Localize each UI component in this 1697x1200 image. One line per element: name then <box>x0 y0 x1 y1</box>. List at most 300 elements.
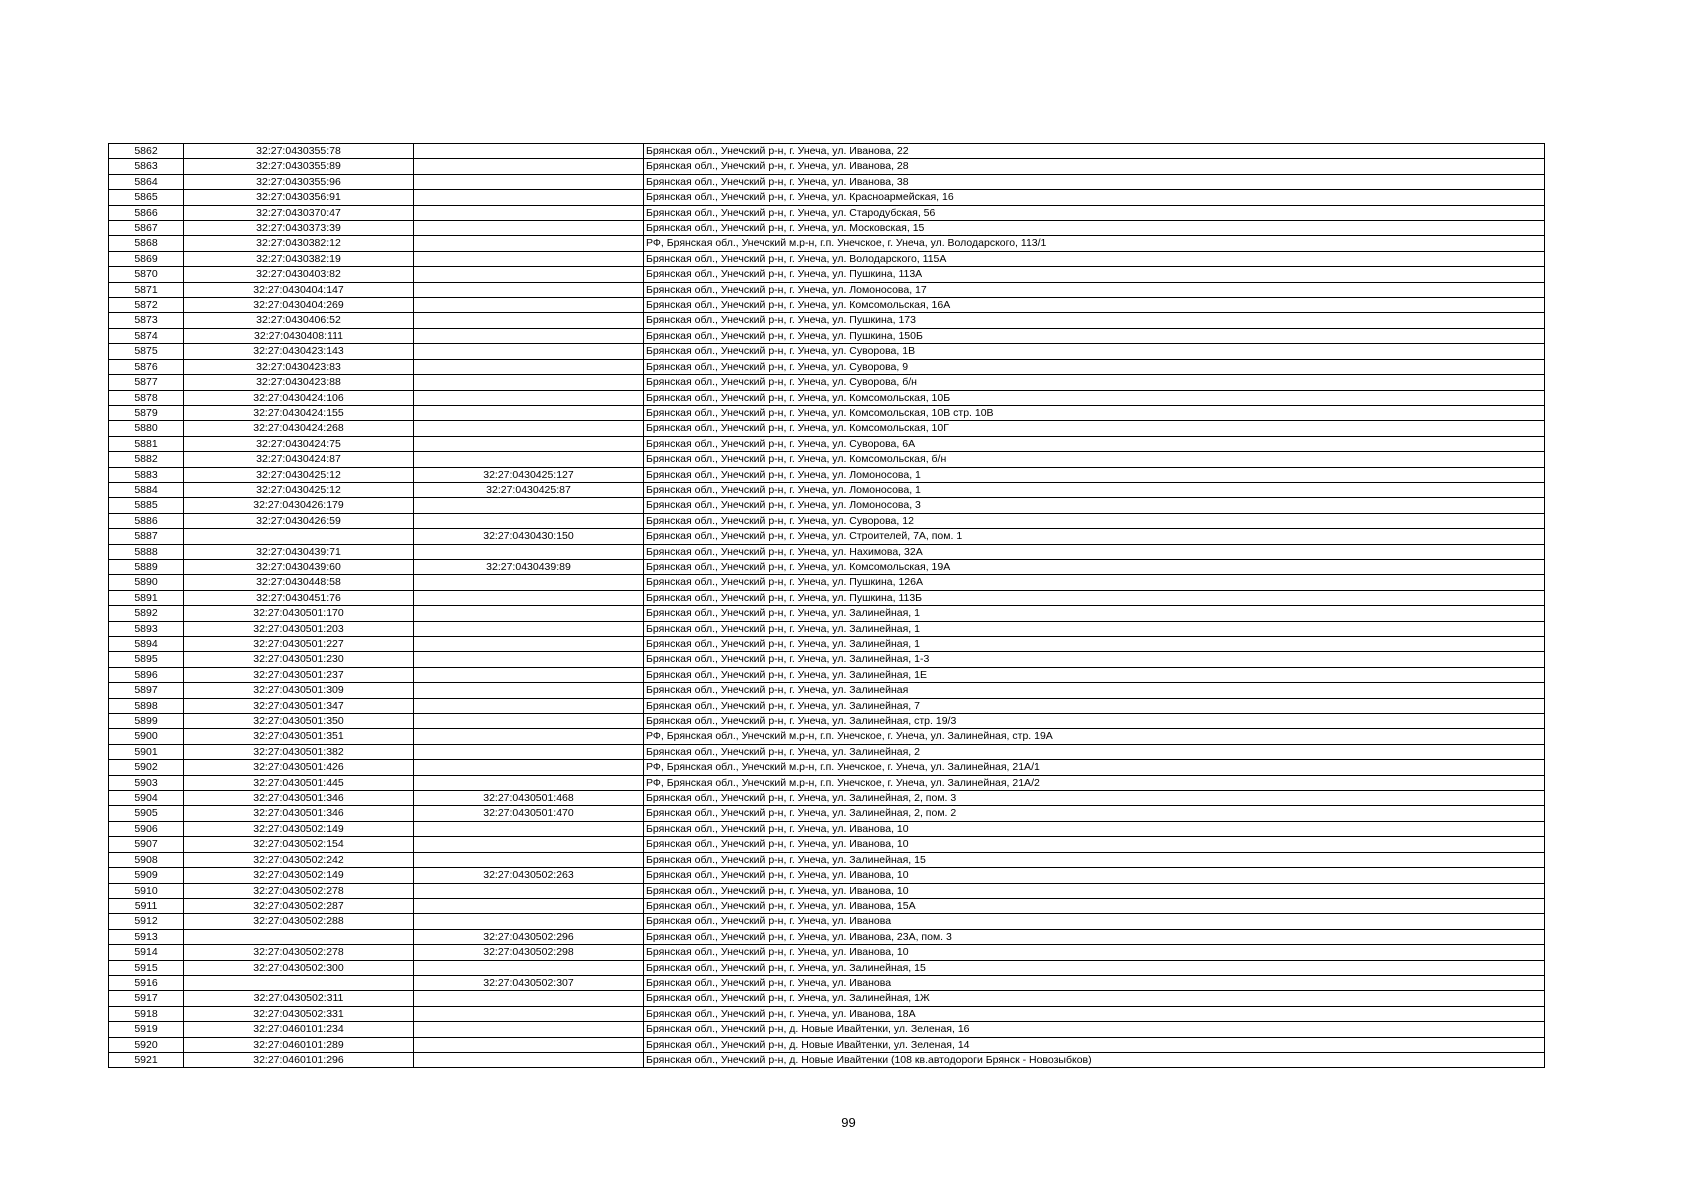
table-row <box>109 298 1545 313</box>
cadastral-number-cell: 32:27:0430501:203 <box>184 621 414 636</box>
row-number-cell: 5871 <box>109 282 184 297</box>
table-row <box>109 575 1545 590</box>
related-cadastral-number-cell <box>414 652 644 667</box>
table-row <box>109 375 1545 390</box>
table-row <box>109 251 1545 266</box>
address-cell: Брянская обл., Унечский р-н, г. Унеча, ул. Иванова, 10 <box>644 821 1545 836</box>
row-number-cell: 5912 <box>109 914 184 929</box>
cadastral-number-cell: 32:27:0430355:89 <box>184 159 414 174</box>
cadastral-number-cell: 32:27:0430502:288 <box>184 914 414 929</box>
row-number-cell: 5910 <box>109 883 184 898</box>
related-cadastral-number-cell <box>414 667 644 682</box>
row-number-cell: 5903 <box>109 775 184 790</box>
cadastral-number-cell: 32:27:0460101:289 <box>184 1037 414 1052</box>
related-cadastral-number-cell <box>414 359 644 374</box>
row-number-cell: 5862 <box>109 144 184 159</box>
address-cell: Брянская обл., Унечский р-н, г. Унеча, ул. Пушкина, 173 <box>644 313 1545 328</box>
row-number-cell: 5916 <box>109 975 184 990</box>
cadastral-number-cell: 32:27:0430408:111 <box>184 328 414 343</box>
table-row <box>109 606 1545 621</box>
row-number-cell: 5863 <box>109 159 184 174</box>
row-number-cell: 5888 <box>109 544 184 559</box>
related-cadastral-number-cell <box>414 498 644 513</box>
cadastral-number-cell: 32:27:0430501:382 <box>184 744 414 759</box>
cadastral-number-cell: 32:27:0430502:149 <box>184 821 414 836</box>
address-cell: Брянская обл., Унечский р-н, г. Унеча, ул. Залинейная, 1 <box>644 621 1545 636</box>
address-cell: Брянская обл., Унечский р-н, г. Унеча, ул. Иванова <box>644 975 1545 990</box>
row-number-cell: 5874 <box>109 328 184 343</box>
table-row <box>109 390 1545 405</box>
related-cadastral-number-cell <box>414 436 644 451</box>
table-row <box>109 313 1545 328</box>
related-cadastral-number-cell: 32:27:0430425:87 <box>414 482 644 497</box>
table-row <box>109 328 1545 343</box>
related-cadastral-number-cell <box>414 144 644 159</box>
table-row <box>109 159 1545 174</box>
row-number-cell: 5914 <box>109 945 184 960</box>
address-cell: Брянская обл., Унечский р-н, г. Унеча, ул. Суворова, б/н <box>644 375 1545 390</box>
cadastral-number-cell: 32:27:0430425:12 <box>184 467 414 482</box>
related-cadastral-number-cell <box>414 313 644 328</box>
address-cell: Брянская обл., Унечский р-н, г. Унеча, ул. Пушкина, 113А <box>644 267 1545 282</box>
related-cadastral-number-cell <box>414 236 644 251</box>
cadastral-number-cell: 32:27:0430373:39 <box>184 221 414 236</box>
related-cadastral-number-cell: 32:27:0430430:150 <box>414 529 644 544</box>
address-cell: РФ, Брянская обл., Унечский м.р-н, г.п. Унечское, г. Унеча, ул. Залинейная, 21А/1 <box>644 760 1545 775</box>
address-cell: Брянская обл., Унечский р-н, г. Унеча, ул. Пушкина, 126А <box>644 575 1545 590</box>
table-row <box>109 852 1545 867</box>
row-number-cell: 5901 <box>109 744 184 759</box>
table-row <box>109 652 1545 667</box>
related-cadastral-number-cell <box>414 1006 644 1021</box>
related-cadastral-number-cell <box>414 544 644 559</box>
related-cadastral-number-cell <box>414 898 644 913</box>
cadastral-number-cell: 32:27:0430424:155 <box>184 405 414 420</box>
row-number-cell: 5884 <box>109 482 184 497</box>
row-number-cell: 5904 <box>109 791 184 806</box>
cadastral-number-cell <box>184 975 414 990</box>
row-number-cell: 5894 <box>109 637 184 652</box>
row-number-cell: 5911 <box>109 898 184 913</box>
row-number-cell: 5915 <box>109 960 184 975</box>
address-cell: Брянская обл., Унечский р-н, д. Новые Ивайтенки, ул. Зеленая, 16 <box>644 1022 1545 1037</box>
cadastral-number-cell: 32:27:0430501:351 <box>184 729 414 744</box>
related-cadastral-number-cell <box>414 775 644 790</box>
related-cadastral-number-cell <box>414 205 644 220</box>
address-cell: Брянская обл., Унечский р-н, г. Унеча, ул. Залинейная, стр. 19/3 <box>644 714 1545 729</box>
related-cadastral-number-cell <box>414 698 644 713</box>
table-row <box>109 1022 1545 1037</box>
cadastral-number-cell: 32:27:0430426:59 <box>184 513 414 528</box>
row-number-cell: 5905 <box>109 806 184 821</box>
cadastral-number-cell: 32:27:0430501:346 <box>184 806 414 821</box>
related-cadastral-number-cell: 32:27:0430425:127 <box>414 467 644 482</box>
cadastral-number-cell: 32:27:0430439:60 <box>184 559 414 574</box>
address-cell: РФ, Брянская обл., Унечский м.р-н, г.п. Унечское, г. Унеча, ул. Залинейная, 21А/2 <box>644 775 1545 790</box>
related-cadastral-number-cell <box>414 991 644 1006</box>
table-row <box>109 991 1545 1006</box>
table-row <box>109 359 1545 374</box>
table-row <box>109 960 1545 975</box>
page-number: 99 <box>841 1115 856 1130</box>
table-row <box>109 744 1545 759</box>
address-cell: Брянская обл., Унечский р-н, г. Унеча, ул. Стародубская, 56 <box>644 205 1545 220</box>
row-number-cell: 5877 <box>109 375 184 390</box>
related-cadastral-number-cell: 32:27:0430501:468 <box>414 791 644 806</box>
related-cadastral-number-cell <box>414 267 644 282</box>
related-cadastral-number-cell <box>414 621 644 636</box>
related-cadastral-number-cell <box>414 405 644 420</box>
address-cell: Брянская обл., Унечский р-н, г. Унеча, ул. Иванова, 10 <box>644 868 1545 883</box>
registry-table <box>108 143 1545 1068</box>
related-cadastral-number-cell <box>414 251 644 266</box>
cadastral-number-cell: 32:27:0430423:143 <box>184 344 414 359</box>
table-row <box>109 405 1545 420</box>
table-row <box>109 467 1545 482</box>
cadastral-number-cell: 32:27:0430501:350 <box>184 714 414 729</box>
address-cell: Брянская обл., Унечский р-н, г. Унеча, ул. Комсомольская, 10Б <box>644 390 1545 405</box>
table-row <box>109 344 1545 359</box>
table-row <box>109 190 1545 205</box>
related-cadastral-number-cell <box>414 852 644 867</box>
cadastral-number-cell: 32:27:0430502:278 <box>184 883 414 898</box>
row-number-cell: 5878 <box>109 390 184 405</box>
address-cell: Брянская обл., Унечский р-н, г. Унеча, ул. Иванова, 15А <box>644 898 1545 913</box>
related-cadastral-number-cell <box>414 174 644 189</box>
related-cadastral-number-cell: 32:27:0430439:89 <box>414 559 644 574</box>
cadastral-number-cell: 32:27:0430502:242 <box>184 852 414 867</box>
cadastral-number-cell: 32:27:0430424:75 <box>184 436 414 451</box>
table-row <box>109 760 1545 775</box>
address-cell: Брянская обл., Унечский р-н, г. Унеча, ул. Залинейная, 2 <box>644 744 1545 759</box>
related-cadastral-number-cell <box>414 513 644 528</box>
address-cell: Брянская обл., Унечский р-н, г. Унеча, ул. Залинейная, 15 <box>644 852 1545 867</box>
address-cell: Брянская обл., Унечский р-н, г. Унеча, ул. Суворова, 6А <box>644 436 1545 451</box>
row-number-cell: 5876 <box>109 359 184 374</box>
address-cell: РФ, Брянская обл., Унечский м.р-н, г.п. Унечское, г. Унеча, ул. Залинейная, стр. 19А <box>644 729 1545 744</box>
cadastral-number-cell: 32:27:0430501:309 <box>184 683 414 698</box>
address-cell: Брянская обл., Унечский р-н, г. Унеча, ул. Суворова, 12 <box>644 513 1545 528</box>
table-row <box>109 837 1545 852</box>
table-row <box>109 868 1545 883</box>
address-cell: Брянская обл., Унечский р-н, г. Унеча, ул. Ломоносова, 1 <box>644 482 1545 497</box>
row-number-cell: 5919 <box>109 1022 184 1037</box>
table-row <box>109 267 1545 282</box>
row-number-cell: 5883 <box>109 467 184 482</box>
table-row <box>109 559 1545 574</box>
address-cell: Брянская обл., Унечский р-н, г. Унеча, ул. Строителей, 7А, пом. 1 <box>644 529 1545 544</box>
row-number-cell: 5889 <box>109 559 184 574</box>
cadastral-number-cell: 32:27:0430502:154 <box>184 837 414 852</box>
table-row <box>109 1006 1545 1021</box>
address-cell: Брянская обл., Унечский р-н, г. Унеча, ул. Иванова <box>644 914 1545 929</box>
address-cell: Брянская обл., Унечский р-н, г. Унеча, ул. Иванова, 10 <box>644 883 1545 898</box>
cadastral-number-cell: 32:27:0430355:78 <box>184 144 414 159</box>
address-cell: Брянская обл., Унечский р-н, г. Унеча, ул. Залинейная, 7 <box>644 698 1545 713</box>
row-number-cell: 5895 <box>109 652 184 667</box>
cadastral-number-cell: 32:27:0430451:76 <box>184 590 414 605</box>
address-cell: РФ, Брянская обл., Унечский м.р-н, г.п. Унечское, г. Унеча, ул. Володарского, 113/1 <box>644 236 1545 251</box>
row-number-cell: 5908 <box>109 852 184 867</box>
address-cell: Брянская обл., Унечский р-н, г. Унеча, ул. Пушкина, 150Б <box>644 328 1545 343</box>
table-row <box>109 1037 1545 1052</box>
row-number-cell: 5906 <box>109 821 184 836</box>
table-row <box>109 883 1545 898</box>
cadastral-number-cell: 32:27:0430370:47 <box>184 205 414 220</box>
related-cadastral-number-cell: 32:27:0430502:296 <box>414 929 644 944</box>
related-cadastral-number-cell <box>414 760 644 775</box>
cadastral-number-cell: 32:27:0430424:106 <box>184 390 414 405</box>
table-row <box>109 144 1545 159</box>
address-cell: Брянская обл., Унечский р-н, г. Унеча, ул. Иванова, 18А <box>644 1006 1545 1021</box>
cadastral-number-cell: 32:27:0430423:83 <box>184 359 414 374</box>
related-cadastral-number-cell <box>414 683 644 698</box>
related-cadastral-number-cell <box>414 883 644 898</box>
address-cell: Брянская обл., Унечский р-н, г. Унеча, ул. Комсомольская, 10Г <box>644 421 1545 436</box>
cadastral-number-cell: 32:27:0430356:91 <box>184 190 414 205</box>
row-number-cell: 5880 <box>109 421 184 436</box>
row-number-cell: 5885 <box>109 498 184 513</box>
table-row <box>109 544 1545 559</box>
cadastral-number-cell: 32:27:0430502:287 <box>184 898 414 913</box>
row-number-cell: 5907 <box>109 837 184 852</box>
address-cell: Брянская обл., Унечский р-н, г. Унеча, ул. Залинейная, 15 <box>644 960 1545 975</box>
table-row <box>109 174 1545 189</box>
address-cell: Брянская обл., Унечский р-н, д. Новые Ивайтенки (108 кв.автодороги Брянск - Новозыбков) <box>644 1052 1545 1067</box>
table-row <box>109 975 1545 990</box>
cadastral-number-cell: 32:27:0430501:227 <box>184 637 414 652</box>
cadastral-number-cell: 32:27:0430448:58 <box>184 575 414 590</box>
row-number-cell: 5887 <box>109 529 184 544</box>
cadastral-number-cell: 32:27:0430502:149 <box>184 868 414 883</box>
table-row <box>109 637 1545 652</box>
table-row <box>109 683 1545 698</box>
cadastral-number-cell: 32:27:0430382:12 <box>184 236 414 251</box>
related-cadastral-number-cell <box>414 390 644 405</box>
table-row <box>109 914 1545 929</box>
row-number-cell: 5892 <box>109 606 184 621</box>
registry-table-body <box>109 144 1545 1068</box>
related-cadastral-number-cell <box>414 729 644 744</box>
address-cell: Брянская обл., Унечский р-н, г. Унеча, ул. Московская, 15 <box>644 221 1545 236</box>
address-cell: Брянская обл., Унечский р-н, г. Унеча, ул. Нахимова, 32А <box>644 544 1545 559</box>
cadastral-number-cell: 32:27:0430424:268 <box>184 421 414 436</box>
row-number-cell: 5890 <box>109 575 184 590</box>
address-cell: Брянская обл., Унечский р-н, г. Унеча, ул. Красноармейская, 16 <box>644 190 1545 205</box>
address-cell: Брянская обл., Унечский р-н, г. Унеча, ул. Залинейная, 2, пом. 3 <box>644 791 1545 806</box>
table-row <box>109 590 1545 605</box>
related-cadastral-number-cell <box>414 298 644 313</box>
cadastral-number-cell: 32:27:0430501:237 <box>184 667 414 682</box>
address-cell: Брянская обл., Унечский р-н, г. Унеча, ул. Залинейная, 2, пом. 2 <box>644 806 1545 821</box>
related-cadastral-number-cell <box>414 914 644 929</box>
address-cell: Брянская обл., Унечский р-н, г. Унеча, ул. Иванова, 22 <box>644 144 1545 159</box>
row-number-cell: 5909 <box>109 868 184 883</box>
table-row <box>109 667 1545 682</box>
table-row <box>109 282 1545 297</box>
cadastral-number-cell: 32:27:0430501:426 <box>184 760 414 775</box>
related-cadastral-number-cell <box>414 1052 644 1067</box>
related-cadastral-number-cell: 32:27:0430501:470 <box>414 806 644 821</box>
row-number-cell: 5872 <box>109 298 184 313</box>
table-row <box>109 821 1545 836</box>
address-cell: Брянская обл., Унечский р-н, г. Унеча, ул. Комсомольская, 19А <box>644 559 1545 574</box>
table-row <box>109 221 1545 236</box>
table-row <box>109 621 1545 636</box>
table-row <box>109 806 1545 821</box>
address-cell: Брянская обл., Унечский р-н, г. Унеча, ул. Комсомольская, 16А <box>644 298 1545 313</box>
address-cell: Брянская обл., Унечский р-н, г. Унеча, ул. Суворова, 1В <box>644 344 1545 359</box>
row-number-cell: 5865 <box>109 190 184 205</box>
cadastral-number-cell: 32:27:0430502:278 <box>184 945 414 960</box>
address-cell: Брянская обл., Унечский р-н, г. Унеча, ул. Залинейная, 1 <box>644 637 1545 652</box>
table-row <box>109 236 1545 251</box>
table-row <box>109 452 1545 467</box>
cadastral-number-cell: 32:27:0430502:300 <box>184 960 414 975</box>
cadastral-number-cell: 32:27:0430403:82 <box>184 267 414 282</box>
address-cell: Брянская обл., Унечский р-н, г. Унеча, ул. Иванова, 10 <box>644 945 1545 960</box>
row-number-cell: 5864 <box>109 174 184 189</box>
table-row <box>109 498 1545 513</box>
related-cadastral-number-cell <box>414 159 644 174</box>
row-number-cell: 5921 <box>109 1052 184 1067</box>
related-cadastral-number-cell <box>414 1022 644 1037</box>
related-cadastral-number-cell <box>414 190 644 205</box>
related-cadastral-number-cell: 32:27:0430502:263 <box>414 868 644 883</box>
table-row <box>109 482 1545 497</box>
table-row <box>109 529 1545 544</box>
related-cadastral-number-cell <box>414 960 644 975</box>
cadastral-number-cell: 32:27:0430501:346 <box>184 791 414 806</box>
cadastral-number-cell: 32:27:0430439:71 <box>184 544 414 559</box>
row-number-cell: 5882 <box>109 452 184 467</box>
related-cadastral-number-cell: 32:27:0430502:307 <box>414 975 644 990</box>
related-cadastral-number-cell <box>414 221 644 236</box>
row-number-cell: 5913 <box>109 929 184 944</box>
address-cell: Брянская обл., Унечский р-н, г. Унеча, ул. Комсомольская, 10В стр. 10В <box>644 405 1545 420</box>
cadastral-number-cell <box>184 529 414 544</box>
address-cell: Брянская обл., Унечский р-н, г. Унеча, ул. Иванова, 23А, пом. 3 <box>644 929 1545 944</box>
address-cell: Брянская обл., Унечский р-н, г. Унеча, ул. Ломоносова, 1 <box>644 467 1545 482</box>
cadastral-number-cell: 32:27:0430501:347 <box>184 698 414 713</box>
row-number-cell: 5899 <box>109 714 184 729</box>
related-cadastral-number-cell <box>414 375 644 390</box>
table-row <box>109 729 1545 744</box>
address-cell: Брянская обл., Унечский р-н, д. Новые Ивайтенки, ул. Зеленая, 14 <box>644 1037 1545 1052</box>
related-cadastral-number-cell <box>414 606 644 621</box>
cadastral-number-cell: 32:27:0430423:88 <box>184 375 414 390</box>
row-number-cell: 5920 <box>109 1037 184 1052</box>
cadastral-number-cell: 32:27:0460101:234 <box>184 1022 414 1037</box>
cadastral-number-cell: 32:27:0430424:87 <box>184 452 414 467</box>
cadastral-number-cell: 32:27:0430425:12 <box>184 482 414 497</box>
row-number-cell: 5867 <box>109 221 184 236</box>
table-row <box>109 945 1545 960</box>
address-cell: Брянская обл., Унечский р-н, г. Унеча, ул. Ломоносова, 17 <box>644 282 1545 297</box>
related-cadastral-number-cell <box>414 575 644 590</box>
address-cell: Брянская обл., Унечский р-н, г. Унеча, ул. Пушкина, 113Б <box>644 590 1545 605</box>
cadastral-number-cell: 32:27:0460101:296 <box>184 1052 414 1067</box>
row-number-cell: 5896 <box>109 667 184 682</box>
table-row <box>109 791 1545 806</box>
table-row <box>109 898 1545 913</box>
cadastral-number-cell <box>184 929 414 944</box>
related-cadastral-number-cell <box>414 328 644 343</box>
table-row <box>109 436 1545 451</box>
cadastral-number-cell: 32:27:0430355:96 <box>184 174 414 189</box>
table-row <box>109 1052 1545 1067</box>
table-row <box>109 513 1545 528</box>
related-cadastral-number-cell <box>414 344 644 359</box>
address-cell: Брянская обл., Унечский р-н, г. Унеча, ул. Залинейная <box>644 683 1545 698</box>
row-number-cell: 5902 <box>109 760 184 775</box>
address-cell: Брянская обл., Унечский р-н, г. Унеча, ул. Комсомольская, б/н <box>644 452 1545 467</box>
row-number-cell: 5875 <box>109 344 184 359</box>
address-cell: Брянская обл., Унечский р-н, г. Унеча, ул. Иванова, 10 <box>644 837 1545 852</box>
row-number-cell: 5870 <box>109 267 184 282</box>
related-cadastral-number-cell: 32:27:0430502:298 <box>414 945 644 960</box>
related-cadastral-number-cell <box>414 714 644 729</box>
table-row <box>109 929 1545 944</box>
row-number-cell: 5886 <box>109 513 184 528</box>
row-number-cell: 5900 <box>109 729 184 744</box>
row-number-cell: 5881 <box>109 436 184 451</box>
related-cadastral-number-cell <box>414 744 644 759</box>
table-row <box>109 698 1545 713</box>
table-row <box>109 421 1545 436</box>
row-number-cell: 5868 <box>109 236 184 251</box>
table-row <box>109 714 1545 729</box>
row-number-cell: 5866 <box>109 205 184 220</box>
related-cadastral-number-cell <box>414 837 644 852</box>
cadastral-number-cell: 32:27:0430404:147 <box>184 282 414 297</box>
cadastral-number-cell: 32:27:0430501:445 <box>184 775 414 790</box>
address-cell: Брянская обл., Унечский р-н, г. Унеча, ул. Володарского, 115А <box>644 251 1545 266</box>
related-cadastral-number-cell <box>414 821 644 836</box>
row-number-cell: 5879 <box>109 405 184 420</box>
address-cell: Брянская обл., Унечский р-н, г. Унеча, ул. Ломоносова, 3 <box>644 498 1545 513</box>
related-cadastral-number-cell <box>414 452 644 467</box>
cadastral-number-cell: 32:27:0430404:269 <box>184 298 414 313</box>
cadastral-number-cell: 32:27:0430501:170 <box>184 606 414 621</box>
row-number-cell: 5898 <box>109 698 184 713</box>
row-number-cell: 5873 <box>109 313 184 328</box>
row-number-cell: 5869 <box>109 251 184 266</box>
cadastral-number-cell: 32:27:0430406:52 <box>184 313 414 328</box>
address-cell: Брянская обл., Унечский р-н, г. Унеча, ул. Залинейная, 1-3 <box>644 652 1545 667</box>
row-number-cell: 5893 <box>109 621 184 636</box>
related-cadastral-number-cell <box>414 1037 644 1052</box>
address-cell: Брянская обл., Унечский р-н, г. Унеча, ул. Залинейная, 1Е <box>644 667 1545 682</box>
row-number-cell: 5918 <box>109 1006 184 1021</box>
row-number-cell: 5891 <box>109 590 184 605</box>
cadastral-number-cell: 32:27:0430426:179 <box>184 498 414 513</box>
row-number-cell: 5897 <box>109 683 184 698</box>
address-cell: Брянская обл., Унечский р-н, г. Унеча, ул. Иванова, 28 <box>644 159 1545 174</box>
related-cadastral-number-cell <box>414 590 644 605</box>
address-cell: Брянская обл., Унечский р-н, г. Унеча, ул. Суворова, 9 <box>644 359 1545 374</box>
related-cadastral-number-cell <box>414 637 644 652</box>
table-row <box>109 775 1545 790</box>
cadastral-number-cell: 32:27:0430502:331 <box>184 1006 414 1021</box>
address-cell: Брянская обл., Унечский р-н, г. Унеча, ул. Залинейная, 1Ж <box>644 991 1545 1006</box>
address-cell: Брянская обл., Унечский р-н, г. Унеча, ул. Иванова, 38 <box>644 174 1545 189</box>
cadastral-number-cell: 32:27:0430501:230 <box>184 652 414 667</box>
row-number-cell: 5917 <box>109 991 184 1006</box>
related-cadastral-number-cell <box>414 282 644 297</box>
address-cell: Брянская обл., Унечский р-н, г. Унеча, ул. Залинейная, 1 <box>644 606 1545 621</box>
related-cadastral-number-cell <box>414 421 644 436</box>
